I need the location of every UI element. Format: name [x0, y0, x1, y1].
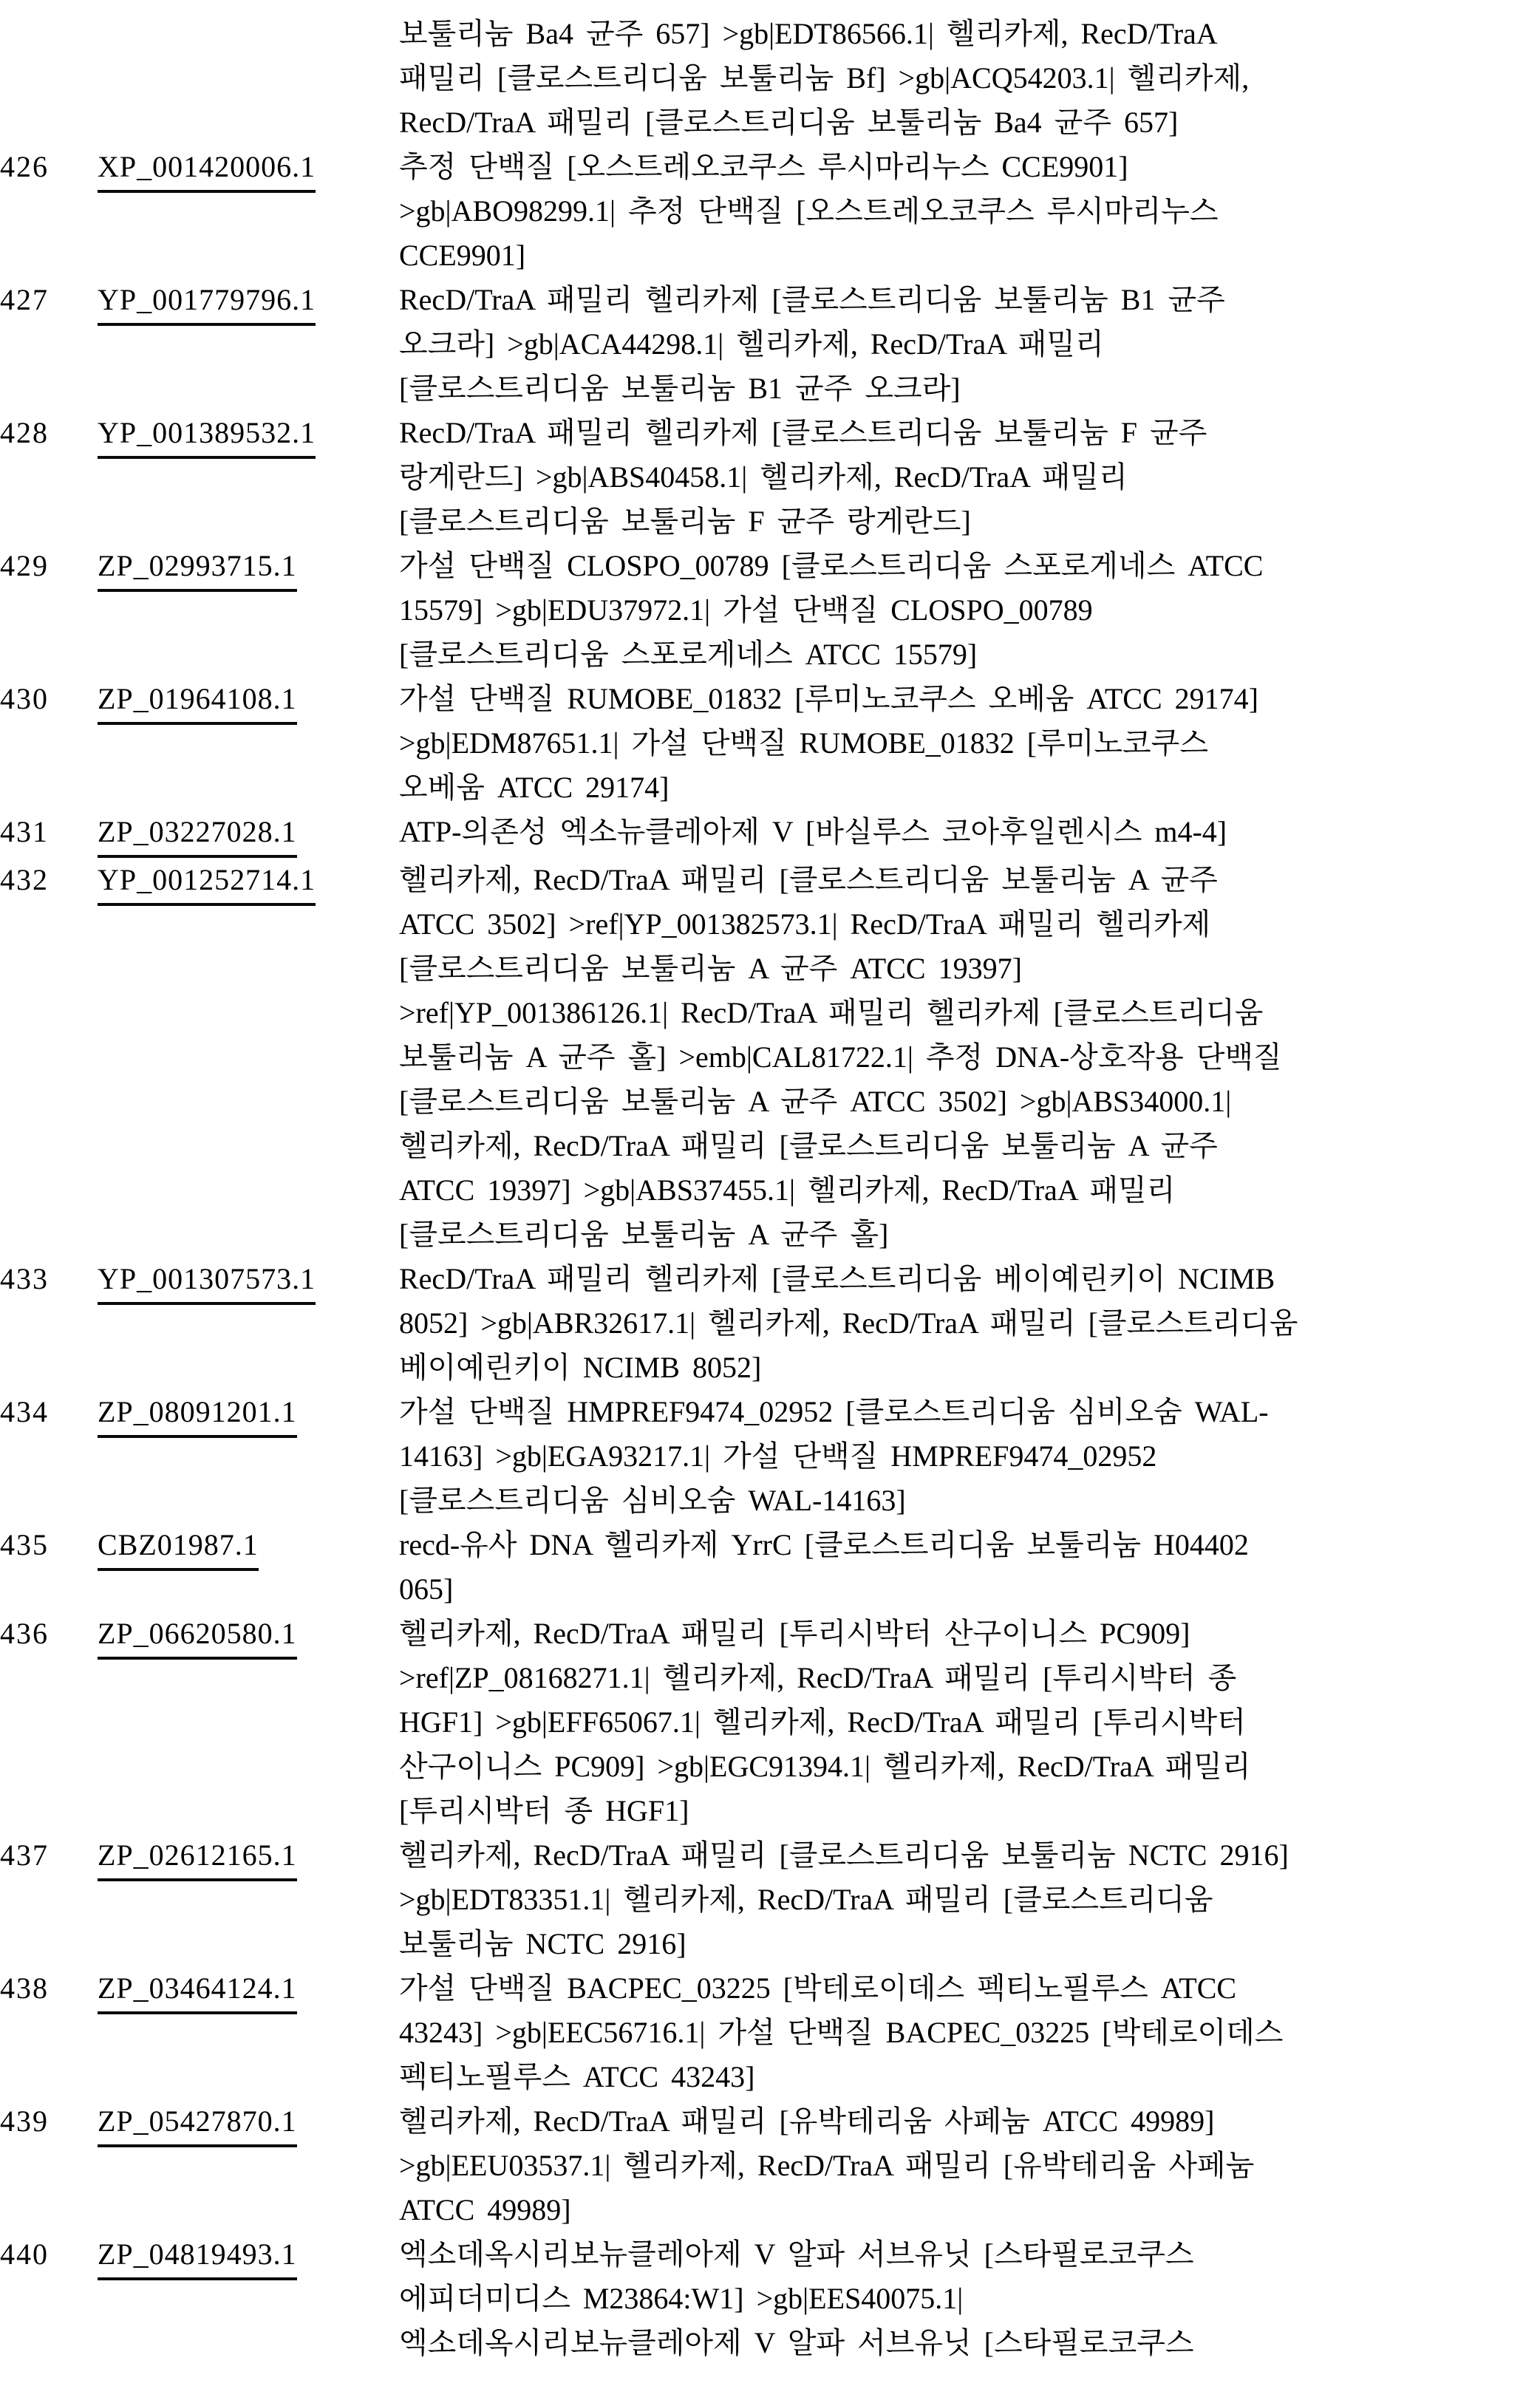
table-row	[0, 858, 1540, 1257]
entry-number: 430	[0, 682, 49, 715]
entry-description	[399, 858, 1540, 1257]
entry-description	[399, 2099, 1540, 2232]
description-line: >gb|EDT83351.1| 헬리카제, RecD/TraA 패밀리 [클로스트리디움	[399, 1883, 1213, 1916]
description-line: [클로스트리디움 스포로게네스 ATCC 15579]	[399, 638, 978, 671]
description-line: 산구이니스 PC909] >gb|EGC91394.1| 헬리카제, RecD/TraA 패밀리	[399, 1750, 1251, 1783]
table-row	[0, 544, 1540, 677]
table-row	[0, 1523, 1540, 1612]
accession-cell	[98, 2099, 399, 2232]
table-row	[0, 810, 1540, 858]
description-line: 15579] >gb|EDU37972.1| 가설 단백질 CLOSPO_00789	[399, 593, 1093, 627]
table-row	[0, 12, 1540, 145]
description-line: [클로스트리디움 심비오숨 WAL-14163]	[399, 1484, 906, 1517]
entry-description	[399, 278, 1540, 411]
sequence-reference-table	[0, 12, 1540, 2365]
description-line: 헬리카제, RecD/TraA 패밀리 [클로스트리디움 보툴리눔 NCTC 2916]	[399, 1838, 1289, 1872]
table-row	[0, 1833, 1540, 1966]
accession-id: ZP_04819493.1	[98, 2232, 297, 2280]
description-line: 엑소데옥시리보뉴클레아제 V 알파 서브유닛 [스타필로코쿠스	[399, 2326, 1194, 2359]
accession-id: YP_001307573.1	[98, 1257, 316, 1305]
description-line: 헬리카제, RecD/TraA 패밀리 [클로스트리디움 보툴리눔 A 균주	[399, 863, 1218, 896]
accession-id: XP_001420006.1	[98, 145, 316, 193]
accession-cell	[98, 677, 399, 810]
description-line: 랑게란드] >gb|ABS40458.1| 헬리카제, RecD/TraA 패밀리	[399, 460, 1128, 494]
entry-number: 431	[0, 815, 49, 848]
description-line: 헬리카제, RecD/TraA 패밀리 [투리시박터 산구이니스 PC909]	[399, 1617, 1190, 1650]
entry-description	[399, 1257, 1540, 1390]
accession-id: CBZ01987.1	[98, 1523, 259, 1571]
description-line: 065]	[399, 1572, 454, 1606]
accession-id: ZP_03464124.1	[98, 1966, 297, 2014]
description-line: CCE9901]	[399, 239, 526, 272]
description-line: 보툴리눔 Ba4 균주 657] >gb|EDT86566.1| 헬리카제, RecD/TraA	[399, 17, 1218, 50]
description-line: 헬리카제, RecD/TraA 패밀리 [클로스트리디움 보툴리눔 A 균주	[399, 1129, 1218, 1162]
description-line: HGF1] >gb|EFF65067.1| 헬리카제, RecD/TraA 패밀리 [투리시박터	[399, 1705, 1246, 1739]
table-row	[0, 1257, 1540, 1390]
description-line: 헬리카제, RecD/TraA 패밀리 [유박테리움 사페눔 ATCC 49989]	[399, 2104, 1215, 2138]
description-line: [클로스트리디움 보툴리눔 A 균주 홀]	[399, 1218, 889, 1251]
description-line: >gb|EEU03537.1| 헬리카제, RecD/TraA 패밀리 [유박테리움 사페눔	[399, 2149, 1255, 2182]
accession-id: ZP_06620580.1	[98, 1612, 297, 1660]
description-line: recd-유사 DNA 헬리카제 YrrC [클로스트리디움 보툴리눔 H04402	[399, 1528, 1249, 1561]
description-line: ATCC 19397] >gb|ABS37455.1| 헬리카제, RecD/TraA 패밀리	[399, 1173, 1176, 1207]
table-row	[0, 2099, 1540, 2232]
description-line: ATCC 3502] >ref|YP_001382573.1| RecD/TraA 패밀리 헬리카제	[399, 907, 1211, 941]
description-line: >ref|YP_001386126.1| RecD/TraA 패밀리 헬리카제 [클로스트리디움	[399, 996, 1264, 1029]
entry-description	[399, 2232, 1540, 2365]
entry-number	[0, 12, 98, 145]
accession-cell	[98, 1612, 399, 1833]
table-row	[0, 1390, 1540, 1523]
description-line: 오크라] >gb|ACA44298.1| 헬리카제, RecD/TraA 패밀리	[399, 327, 1104, 361]
entry-description	[399, 677, 1540, 810]
accession-cell	[98, 1390, 399, 1523]
description-line: ATP-의존성 엑소뉴클레아제 V [바실루스 코아후일렌시스 m4-4]	[399, 815, 1227, 848]
entry-number: 436	[0, 1617, 49, 1650]
entry-number: 433	[0, 1262, 49, 1295]
description-line: 가설 단백질 RUMOBE_01832 [루미노코쿠스 오베움 ATCC 29174]	[399, 682, 1258, 715]
description-line: 추정 단백질 [오스트레오코쿠스 루시마리누스 CCE9901]	[399, 150, 1128, 183]
description-line: 엑소데옥시리보뉴클레아제 V 알파 서브유닛 [스타필로코쿠스	[399, 2237, 1194, 2271]
description-line: 8052] >gb|ABR32617.1| 헬리카제, RecD/TraA 패밀리 [클로스트리디움	[399, 1306, 1298, 1340]
table-row	[0, 677, 1540, 810]
accession-id: ZP_01964108.1	[98, 677, 297, 725]
description-line: [투리시박터 종 HGF1]	[399, 1794, 689, 1827]
description-line: 가설 단백질 CLOSPO_00789 [클로스트리디움 스포로게네스 ATCC	[399, 549, 1264, 582]
accession-cell	[98, 810, 399, 858]
description-line: RecD/TraA 패밀리 헬리카제 [클로스트리디움 보툴리눔 F 균주	[399, 416, 1207, 449]
entry-description	[399, 810, 1540, 858]
description-line: [클로스트리디움 보툴리눔 A 균주 ATCC 19397]	[399, 952, 1022, 985]
description-line: 에피더미디스 M23864:W1] >gb|EES40075.1|	[399, 2282, 964, 2315]
accession-cell	[98, 858, 399, 1257]
entry-description	[399, 1523, 1540, 1612]
description-line: 패밀리 [클로스트리디움 보툴리눔 Bf] >gb|ACQ54203.1| 헬리카제,	[399, 61, 1250, 95]
entry-description	[399, 544, 1540, 677]
entry-number: 435	[0, 1528, 49, 1561]
description-line: >gb|EDM87651.1| 가설 단백질 RUMOBE_01832 [루미노코쿠스	[399, 726, 1208, 760]
description-line: 베이예린키이 NCIMB 8052]	[399, 1351, 762, 1384]
reference-table-body	[0, 12, 1540, 2365]
entry-description	[399, 411, 1540, 544]
table-row	[0, 2232, 1540, 2365]
entry-number: 438	[0, 1971, 49, 2005]
table-row	[0, 1612, 1540, 1833]
accession-id: ZP_02993715.1	[98, 544, 297, 592]
entry-number: 428	[0, 416, 49, 449]
entry-description	[399, 1833, 1540, 1966]
description-line: ATCC 49989]	[399, 2193, 571, 2226]
accession-cell	[98, 1833, 399, 1966]
entry-number: 434	[0, 1395, 49, 1428]
description-line: [클로스트리디움 보툴리눔 F 균주 랑게란드]	[399, 505, 971, 538]
description-line: >ref|ZP_08168271.1| 헬리카제, RecD/TraA 패밀리 [투리시박터 종	[399, 1661, 1237, 1694]
accession-cell	[98, 544, 399, 677]
description-line: [클로스트리디움 보툴리눔 B1 균주 오크라]	[399, 372, 961, 405]
entry-number: 426	[0, 150, 49, 183]
table-row	[0, 278, 1540, 411]
description-line: RecD/TraA 패밀리 [클로스트리디움 보툴리눔 Ba4 균주 657]	[399, 106, 1179, 139]
accession-id: YP_001252714.1	[98, 858, 316, 906]
entry-description	[399, 145, 1540, 278]
accession-cell	[98, 1523, 399, 1612]
entry-description	[399, 12, 1540, 145]
accession-cell	[98, 2232, 399, 2365]
entry-number: 432	[0, 863, 49, 896]
description-line: [클로스트리디움 보툴리눔 A 균주 ATCC 3502] >gb|ABS34000.1|	[399, 1085, 1232, 1118]
accession-id: ZP_03227028.1	[98, 810, 297, 858]
accession-id: YP_001389532.1	[98, 411, 316, 459]
description-line: 보툴리눔 NCTC 2916]	[399, 1927, 686, 1960]
entry-number: 429	[0, 549, 49, 582]
table-row	[0, 145, 1540, 278]
description-line: 펙티노필루스 ATCC 43243]	[399, 2060, 755, 2093]
table-row	[0, 1966, 1540, 2099]
description-line: 오베움 ATCC 29174]	[399, 771, 670, 804]
entry-description	[399, 1966, 1540, 2099]
entry-number: 440	[0, 2237, 49, 2271]
entry-description	[399, 1390, 1540, 1523]
accession-cell	[98, 145, 399, 278]
table-row	[0, 411, 1540, 544]
accession-cell	[98, 278, 399, 411]
accession-id: ZP_05427870.1	[98, 2099, 297, 2147]
accession-cell	[98, 1257, 399, 1390]
description-line: 보툴리눔 A 균주 홀] >emb|CAL81722.1| 추정 DNA-상호작용 단백질	[399, 1040, 1282, 1074]
entry-number: 439	[0, 2104, 49, 2138]
entry-number: 427	[0, 283, 49, 316]
description-line: 43243] >gb|EEC56716.1| 가설 단백질 BACPEC_03225 [박테로이데스	[399, 2016, 1284, 2049]
description-line: >gb|ABO98299.1| 추정 단백질 [오스트레오코쿠스 루시마리누스	[399, 194, 1219, 228]
accession-id: YP_001779796.1	[98, 278, 316, 326]
entry-number: 437	[0, 1838, 49, 1872]
entry-description	[399, 1612, 1540, 1833]
description-line: 가설 단백질 HMPREF9474_02952 [클로스트리디움 심비오숨 WAL-	[399, 1395, 1269, 1428]
description-line: RecD/TraA 패밀리 헬리카제 [클로스트리디움 보툴리눔 B1 균주	[399, 283, 1225, 316]
description-line: 가설 단백질 BACPEC_03225 [박테로이데스 펙티노필루스 ATCC	[399, 1971, 1237, 2005]
accession-cell	[98, 1966, 399, 2099]
description-line: RecD/TraA 패밀리 헬리카제 [클로스트리디움 베이예린키이 NCIMB	[399, 1262, 1275, 1295]
accession-id: ZP_08091201.1	[98, 1390, 297, 1438]
description-line: 14163] >gb|EGA93217.1| 가설 단백질 HMPREF9474_02952	[399, 1439, 1157, 1473]
accession-cell	[98, 12, 399, 145]
accession-id: ZP_02612165.1	[98, 1833, 297, 1881]
accession-cell	[98, 411, 399, 544]
